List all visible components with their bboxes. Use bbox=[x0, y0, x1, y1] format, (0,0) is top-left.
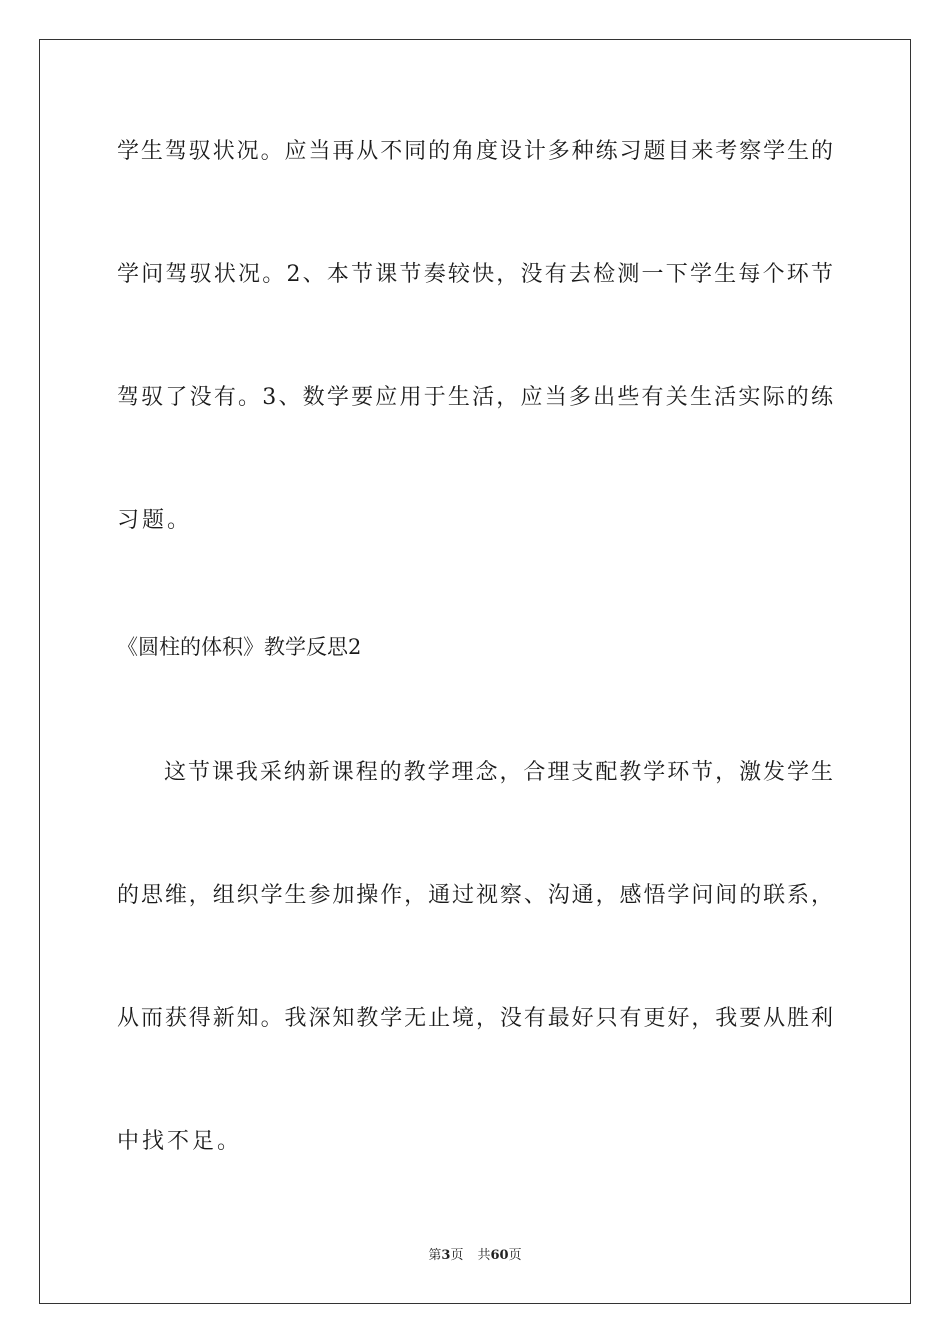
footer-total-prefix: 共 bbox=[477, 1248, 491, 1263]
paragraph2-line-3: 从而获得新知。我深知教学无止境，没有最好只有更好，我要从胜利 bbox=[117, 1006, 833, 1031]
section-heading: 《圆柱的体积》教学反思2 bbox=[117, 635, 362, 659]
paragraph2-line-2: 的思维，组织学生参加操作，通过视察、沟通，感悟学问间的联系， bbox=[117, 883, 833, 908]
body-line-4: 习题。 bbox=[117, 508, 193, 533]
body-line-1: 学生驾驭状况。应当再从不同的角度设计多种练习题目来考察学生的 bbox=[117, 139, 833, 164]
paragraph2-line-4: 中找不足。 bbox=[117, 1129, 243, 1154]
page-border bbox=[39, 39, 911, 1304]
footer-total-suffix: 页 bbox=[508, 1248, 522, 1263]
footer-page-number: 3 bbox=[441, 1248, 451, 1263]
paragraph2-line-1: 这节课我采纳新课程的教学理念，合理支配教学环节，激发学生 bbox=[164, 760, 833, 785]
body-line-3: 驾驭了没有。3、数学要应用于生活，应当多出些有关生活实际的练 bbox=[117, 385, 833, 410]
footer-total-pages: 60 bbox=[490, 1248, 509, 1263]
page-footer bbox=[0, 1247, 950, 1265]
footer-page-suffix: 页 bbox=[450, 1248, 464, 1263]
body-line-2: 学问驾驭状况。2、本节课节奏较快，没有去检测一下学生每个环节 bbox=[117, 262, 833, 287]
footer-page-prefix: 第 bbox=[428, 1248, 442, 1263]
